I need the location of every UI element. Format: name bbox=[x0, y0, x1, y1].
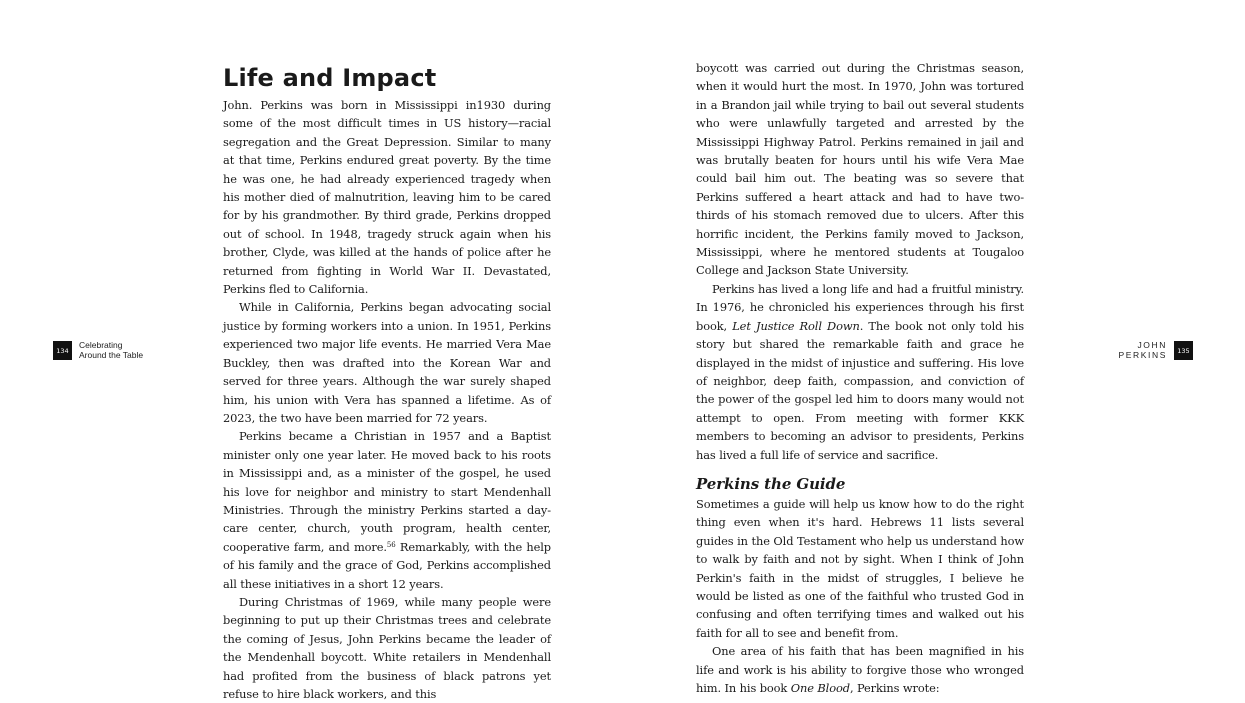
paragraph: John. Perkins was born in Mississippi in1930 during some of the most difficult times in US history—racial segregation and the Great Depression. Similar to many at that time, Perkins endured great poverty. By the time he was one, he had already experienced tragedy when his mother died of malnutrition, leaving him to be cared for by his grandmother. By third grade, Perkins dropped out of school. In 1948, tragedy struck again when his brother, Clyde, was killed at the hands of police after he returned from fighting in World War II. Devastated, Perkins fled to California. bbox=[223, 98, 551, 297]
subsection-heading: Perkins the Guide bbox=[696, 474, 846, 493]
left-text-column bbox=[223, 62, 551, 703]
right-folio bbox=[1118, 341, 1193, 360]
right-page bbox=[622, 0, 1245, 700]
text-run: One area of his faith that has been magnified in his life and work is his ability to forgive those who wronged him. In his book bbox=[696, 644, 1024, 695]
page-number: 135 bbox=[1177, 346, 1190, 355]
text-run: . The book not only told his story but shared the remarkable faith and grace he displayed in the midst of injustice and suffering. His love of neighbor, deep faith, compassion, and conviction of the power of the gospel led him to doors many would not attempt to open. From meeting with former KKK members to becoming an advisor to presidents, Perkins has lived a full life of service and sacrifice. bbox=[696, 318, 1025, 462]
left-folio bbox=[53, 341, 143, 360]
running-title-line: Celebrating bbox=[79, 340, 123, 350]
running-title-line: JOHN bbox=[1137, 340, 1167, 350]
page-number-box bbox=[1174, 341, 1193, 360]
paragraph: boycott was carried out during the Christmas season, when it would hurt the most. In 1970, John was tortured in a Brandon jail while trying to bail out several students who were unlawfully targeted and arrested by the Mississippi Highway Patrol. Perkins remained in jail and was brutally beaten for hours until his wife Vera Mae could bail him out. The beating was so severe that Perkins suffered a heart attack and had to have two-thirds of his stomach removed due to ulcers. After this horrific incident, the Perkins family moved to Jackson, Mississippi, where he mentored students at Tougaloo College and Jackson State University. bbox=[696, 61, 1024, 278]
page-number-box bbox=[53, 341, 72, 360]
text-run: Perkins became a Christian in 1957 and a Baptist minister only one year later. He moved back to his roots in Mississippi and, as a minister of the gospel, he used his love for neighbor and ministry to start Mendenhall Ministries. Through the ministry Perkins started a day-care center, church, youth program, health center, cooperative farm, and more. bbox=[223, 429, 551, 554]
right-text-column bbox=[696, 59, 1024, 697]
running-title-line: Around the Table bbox=[79, 349, 144, 360]
running-title bbox=[79, 341, 143, 360]
paragraph bbox=[223, 427, 551, 593]
book-title: One Blood bbox=[790, 681, 850, 695]
paragraph bbox=[696, 280, 1024, 464]
paragraph: During Christmas of 1969, while many people were beginning to put up their Christmas trees and celebrate the coming of Jesus, John Perkins became the leader of the Mendenhall boycott. White retailers in Mendenhall had profited from the business of black patrons yet refuse to hire black workers, and this bbox=[223, 594, 551, 701]
section-heading: Life and Impact bbox=[223, 64, 437, 92]
page-number: 134 bbox=[56, 346, 69, 355]
text-run: Perkins has lived a long life and had a fruitful ministry. In 1976, he chronicled his experiences through his first book, bbox=[696, 281, 1024, 333]
paragraph: While in California, Perkins began advocating social justice by forming workers into a union. In 1951, Perkins experienced two major life events. He married Vera Mae Buckley, then was drafted into the Korean War and served for three years. Although the war surely shaped him, his union with Vera has spanned a lifetime. As of 2023, the two have been married for 72 years. bbox=[223, 300, 551, 425]
text-run: Remarkably, with the help of his family and the grace of God, Perkins accomplished all these initiatives in a short 12 years. bbox=[223, 539, 551, 591]
paragraph: Sometimes a guide will help us know how to do the right thing even when it's hard. Hebrews 11 lists several guides in the Old Testament who help us understand how to walk by faith and not by sight. When I think of John Perkin's faith in the midst of struggles, I believe he would be listed as one of the faithful who trusted God in confusing and often terrifying times and walked out his faith for all to see and benefit from. bbox=[696, 496, 1024, 640]
paragraph bbox=[696, 642, 1024, 697]
book-title: Let Justice Roll Down bbox=[732, 318, 860, 333]
text-run: , Perkins wrote: bbox=[849, 681, 940, 695]
footnote-marker: 56 bbox=[386, 540, 396, 549]
left-page bbox=[0, 0, 622, 700]
running-title-line: PERKINS bbox=[1118, 349, 1167, 360]
running-title bbox=[1118, 341, 1167, 360]
